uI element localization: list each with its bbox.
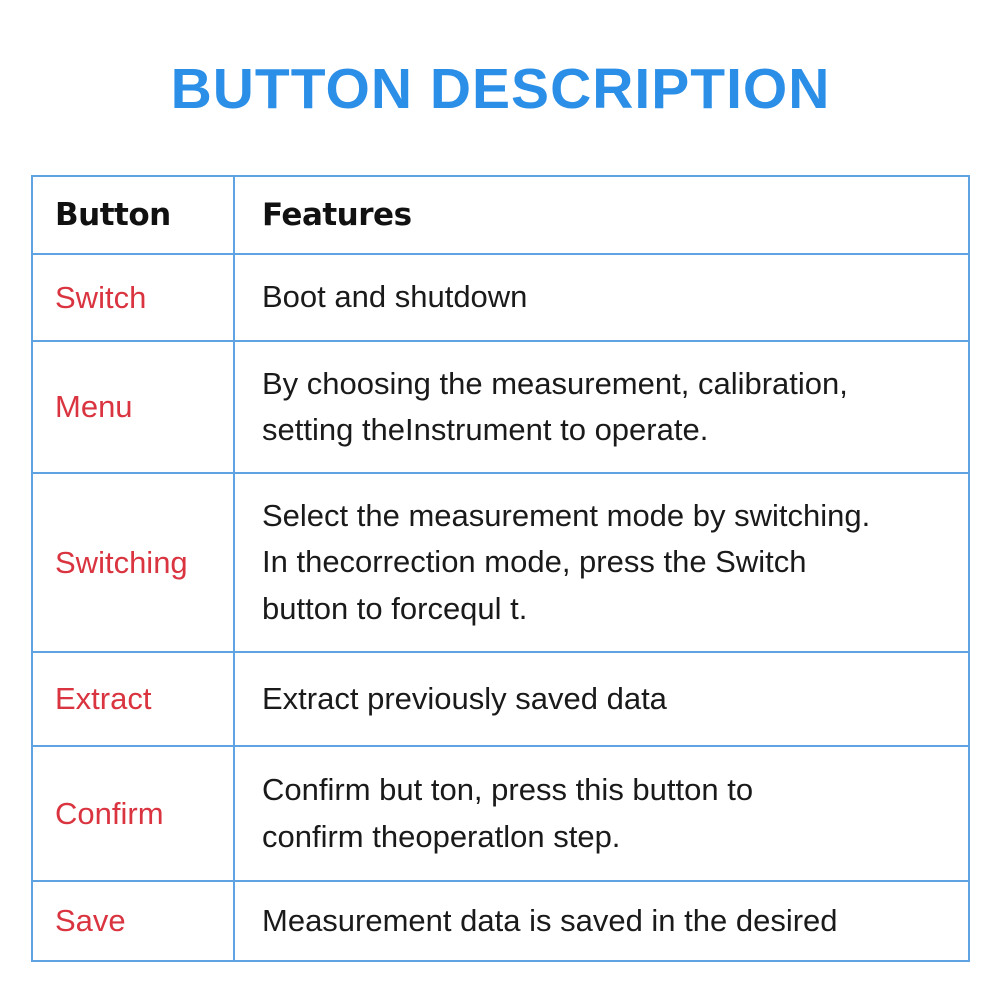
table-row	[32, 881, 969, 961]
button-description-table	[31, 175, 970, 962]
feature-line: Select the measurement mode by switching.	[262, 497, 871, 533]
feature-line: button to forcequl t.	[262, 590, 528, 626]
feature-description	[234, 254, 969, 341]
table-row	[32, 652, 969, 746]
table-row	[32, 254, 969, 341]
feature-description	[234, 881, 969, 961]
feature-line: confirm theoperatlon step.	[262, 818, 621, 854]
feature-description	[234, 341, 969, 473]
button-name-extract: Extract	[32, 652, 234, 746]
feature-description	[234, 652, 969, 746]
header-features: Features	[234, 176, 969, 254]
feature-line: Measurement data is saved in the desired	[262, 902, 838, 938]
table-row	[32, 746, 969, 881]
feature-line: By choosing the measurement, calibration,	[262, 365, 848, 401]
button-name-confirm: Confirm	[32, 746, 234, 881]
button-name-menu: Menu	[32, 341, 234, 473]
button-name-switch: Switch	[32, 254, 234, 341]
header-button: Button	[32, 176, 234, 254]
feature-line: setting theInstrument to operate.	[262, 412, 709, 447]
button-name-save: Save	[32, 881, 234, 961]
feature-description	[234, 746, 969, 881]
table-row	[32, 341, 969, 473]
feature-line: Boot and shutdown	[262, 279, 528, 315]
feature-line: Confirm but ton, press this button to	[262, 772, 754, 807]
button-name-switching: Switching	[32, 473, 234, 652]
feature-line: In thecorrection mode, press the Switch	[262, 544, 807, 580]
feature-description	[234, 473, 969, 652]
feature-line: Extract previously saved data	[262, 680, 667, 716]
page-title: BUTTON DESCRIPTION	[170, 57, 831, 121]
table-row	[32, 473, 969, 652]
table-header-row	[32, 176, 969, 254]
